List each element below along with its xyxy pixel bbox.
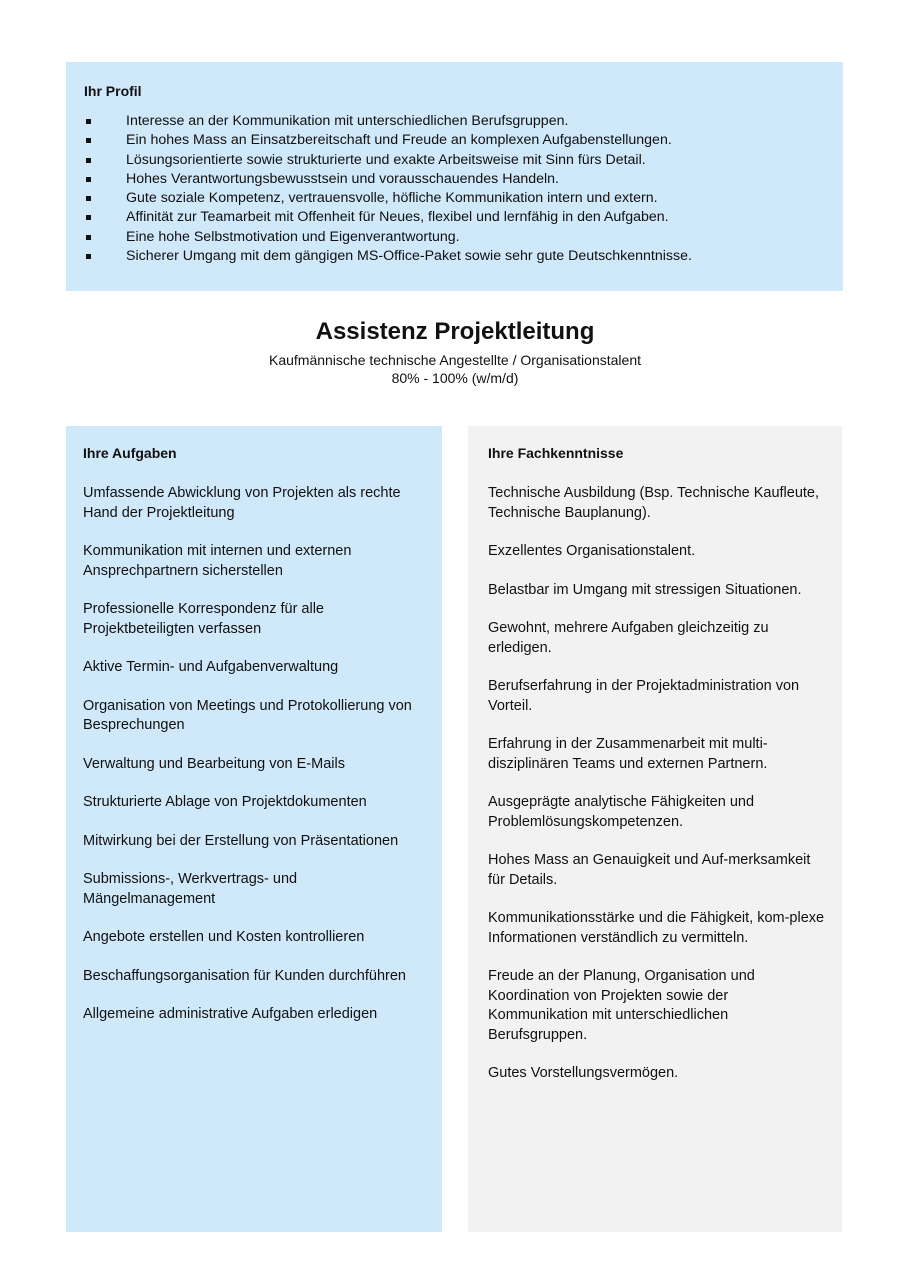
job-title-block xyxy=(0,317,910,387)
task-item: Kommunikation mit internen und externen Ansprechpartnern sicherstellen xyxy=(83,543,352,579)
task-item: Submissions-, Werkvertrags- und Mängelmanagement xyxy=(83,871,298,907)
job-title: Assistenz Projektleitung xyxy=(315,318,595,345)
task-item: Professionelle Korrespondenz für alle Projektbeteiligten verfassen xyxy=(83,601,324,637)
task-item: Allgemeine administrative Aufgaben erledigen xyxy=(83,1006,378,1022)
skill-item: Exzellentes Organisationstalent. xyxy=(488,543,696,559)
profile-item: Eine hohe Selbstmotivation und Eigenverantwortung. xyxy=(84,228,825,247)
task-item: Aktive Termin- und Aufgabenverwaltung xyxy=(83,659,339,675)
skill-item: Ausgeprägte analytische Fähigkeiten und Problemlösungskompetenzen. xyxy=(488,794,755,830)
task-item: Strukturierte Ablage von Projektdokumenten xyxy=(83,794,367,810)
skills-box xyxy=(468,426,842,1232)
task-item: Verwaltung und Bearbeitung von E-Mails xyxy=(83,755,345,772)
skill-item: Hohes Mass an Genauigkeit und Auf-merksamkeit für Details. xyxy=(488,852,811,888)
skill-item: Kommunikationsstärke und die Fähigkeit, kom-plexe Informationen verständlich zu vermitteln. xyxy=(488,910,825,946)
skill-item: Technische Ausbildung (Bsp. Technische Kaufleute, Technische Bauplanung). xyxy=(488,485,820,521)
profile-list xyxy=(84,112,825,266)
profile-item: Hohes Verantwortungsbewusstsein und vorausschauendes Handeln. xyxy=(84,170,825,189)
skills-heading: Ihre Fachkenntnisse xyxy=(488,445,624,461)
skill-item: Gewohnt, mehrere Aufgaben gleichzeitig zu erledigen. xyxy=(488,620,769,656)
tasks-box xyxy=(66,426,442,1232)
profile-item: Gute soziale Kompetenz, vertrauensvolle, höfliche Kommunikation intern und extern. xyxy=(84,189,825,208)
profile-item: Lösungsorientierte sowie strukturierte und exakte Arbeitsweise mit Sinn fürs Detail. xyxy=(84,151,825,170)
skill-item: Gutes Vorstellungsvermögen. xyxy=(488,1065,679,1081)
skill-item: Erfahrung in der Zusammenarbeit mit multi-disziplinären Teams und externen Partnern. xyxy=(488,736,768,772)
task-item: Organisation von Meetings und Protokollierung von Besprechungen xyxy=(83,697,412,733)
profile-item: Ein hohes Mass an Einsatzbereitschaft und Freude an komplexen Aufgabenstellungen. xyxy=(84,131,825,150)
skill-item: Belastbar im Umgang mit stressigen Situationen. xyxy=(488,581,802,598)
profile-heading: Ihr Profil xyxy=(84,83,142,99)
profile-item: Affinität zur Teamarbeit mit Offenheit für Neues, flexibel und lernfähig in den Aufgaben. xyxy=(84,208,825,227)
task-item: Umfassende Abwicklung von Projekten als rechte Hand der Projektleitung xyxy=(83,485,401,521)
job-subtitle: Kaufmännische technische Angestellte / Organisationstalent xyxy=(268,352,641,368)
task-item: Beschaffungsorganisation für Kunden durchführen xyxy=(83,967,406,984)
skill-item: Freude an der Planung, Organisation und Koordination von Projekten sowie der Kommunikation mit unterschiedlichen Berufsgruppen. xyxy=(488,968,755,1043)
profile-item: Interesse an der Kommunikation mit unterschiedlichen Berufsgruppen. xyxy=(84,112,825,131)
task-item: Mitwirkung bei der Erstellung von Präsentationen xyxy=(83,832,399,849)
job-workload: 80% - 100% (w/m/d) xyxy=(391,370,519,386)
tasks-heading: Ihre Aufgaben xyxy=(83,445,177,461)
profile-item: Sicherer Umgang mit dem gängigen MS-Office-Paket sowie sehr gute Deutschkenntnisse. xyxy=(84,247,825,266)
skill-item: Berufserfahrung in der Projektadministration von Vorteil. xyxy=(488,678,800,714)
profile-box xyxy=(66,62,843,291)
task-item: Angebote erstellen und Kosten kontrollieren xyxy=(83,929,365,945)
